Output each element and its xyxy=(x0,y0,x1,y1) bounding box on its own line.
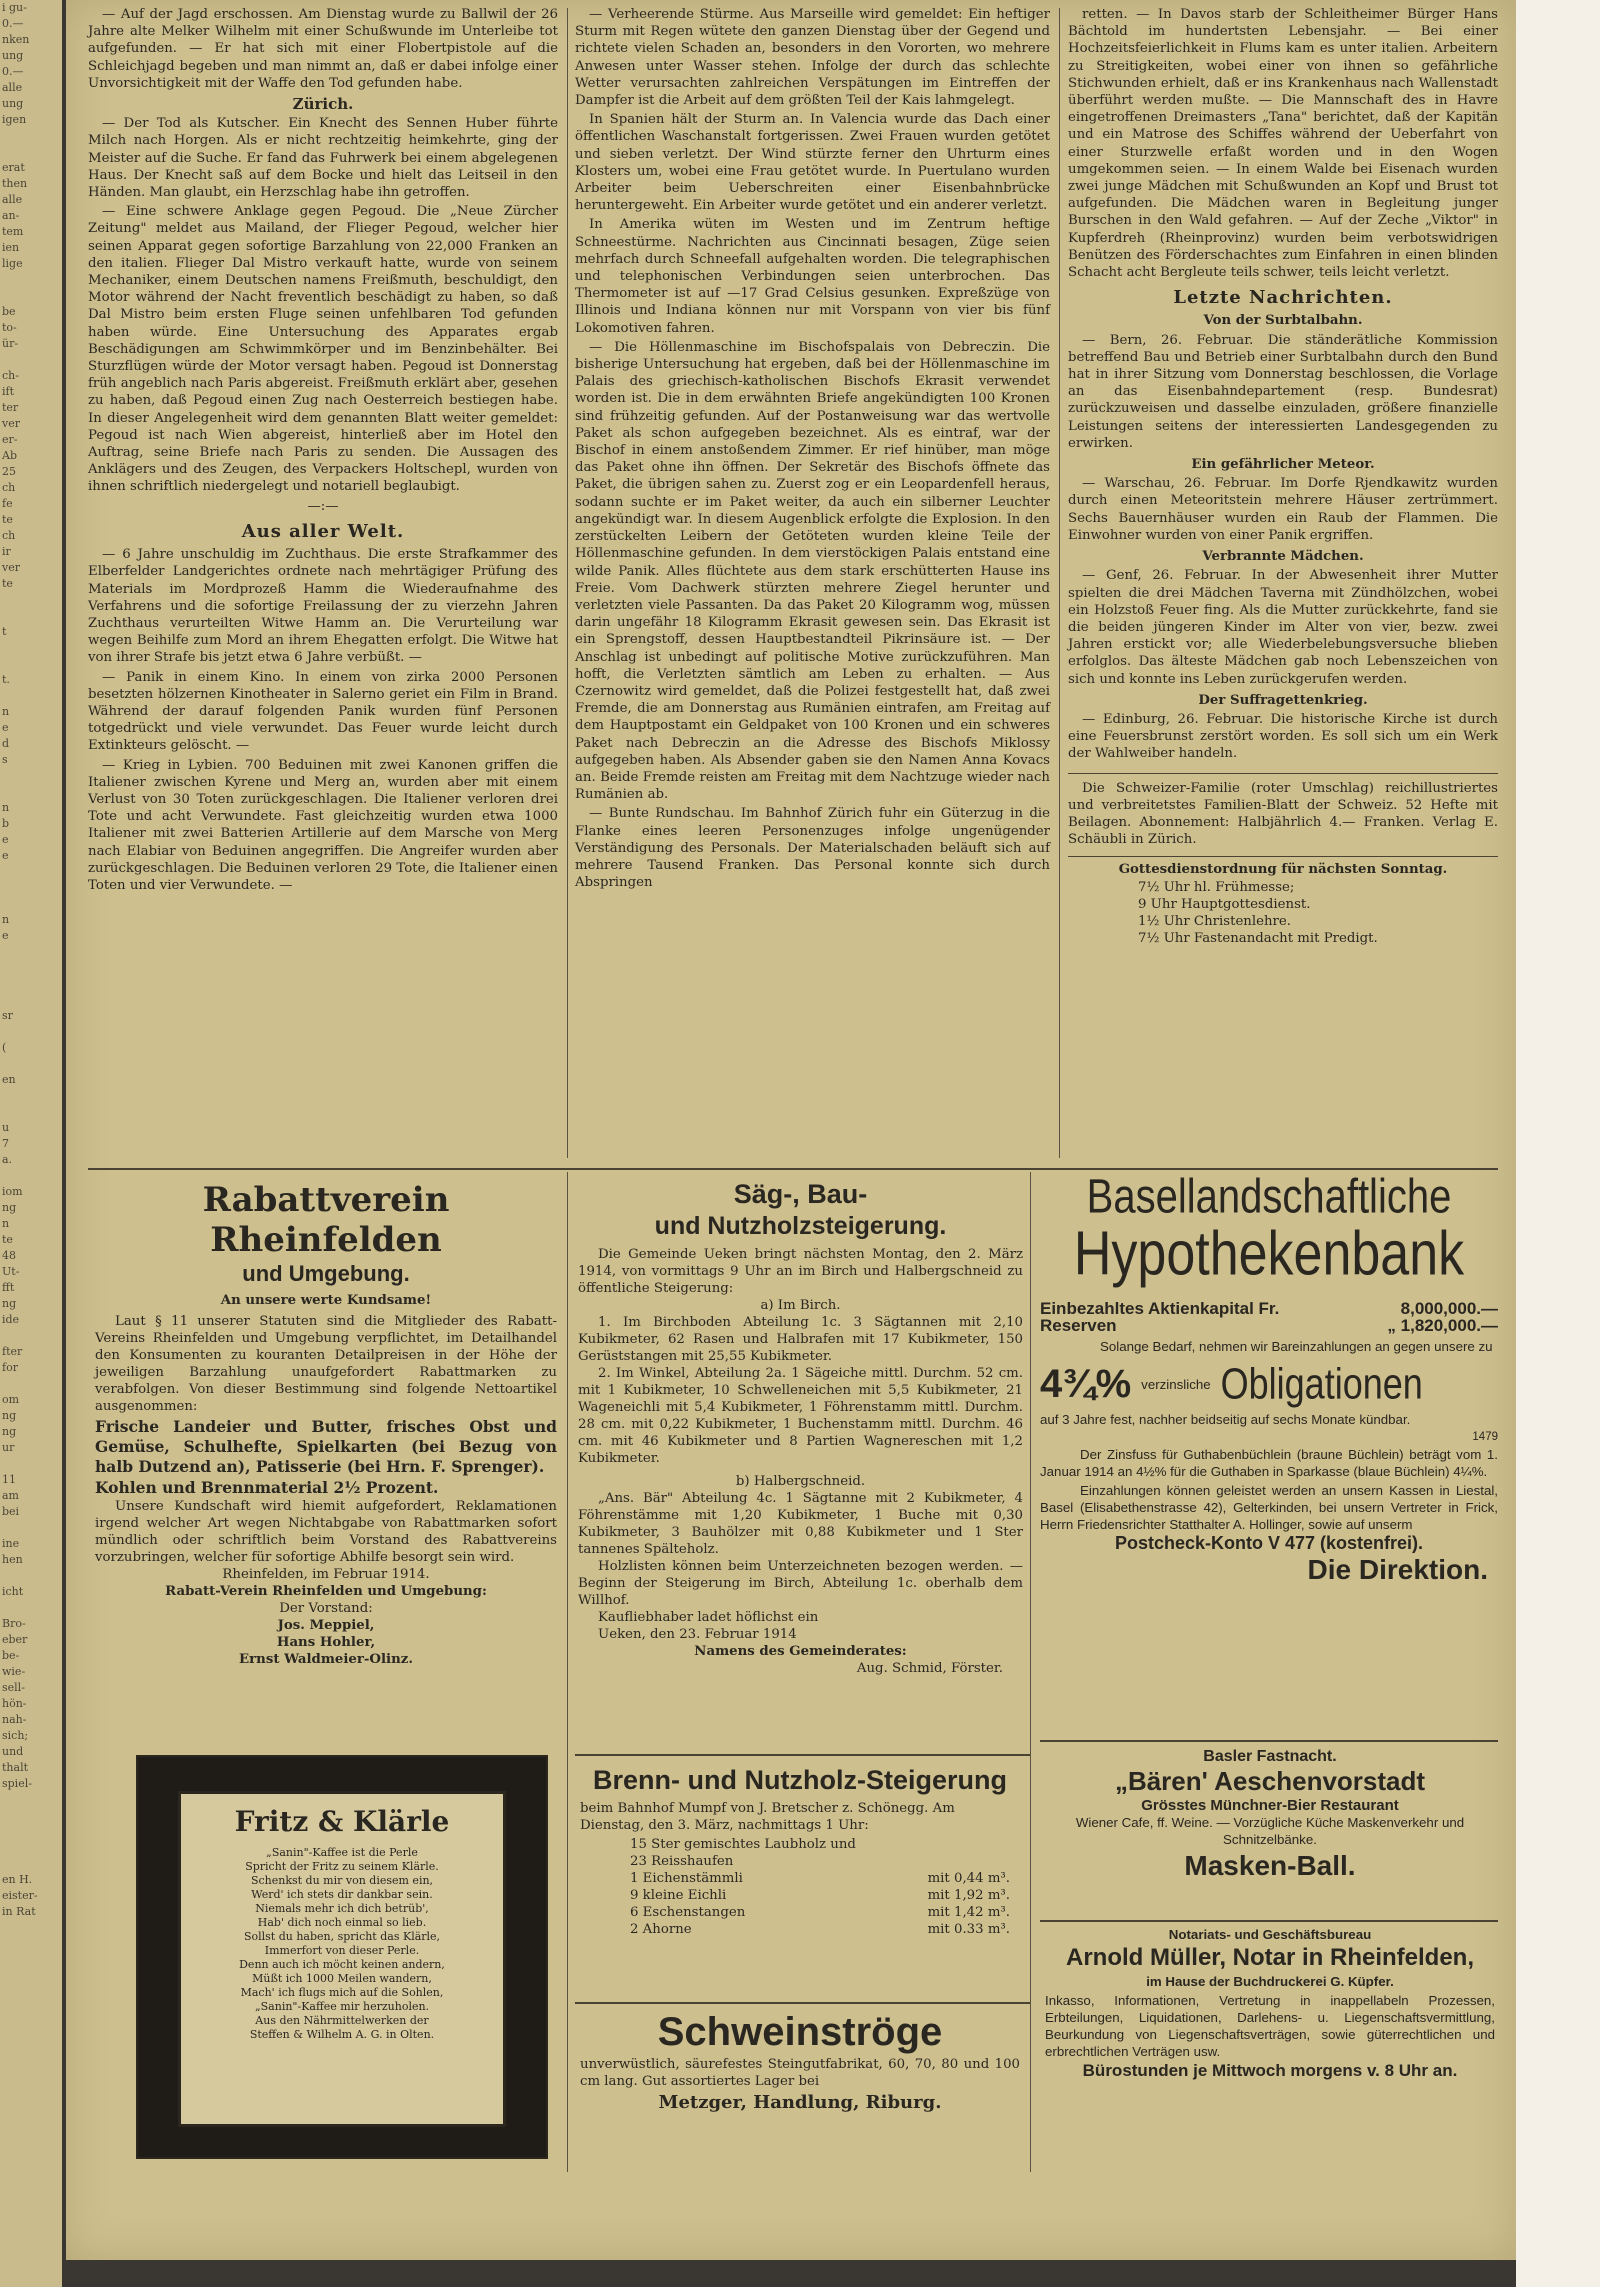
poem-line: Werd' ich stets dir dankbar sein. xyxy=(251,1888,433,1901)
article-amerika: In Amerika wüten im Westen und im Zentrum heftige Schneestürme. Nachrichten aus Cincinnati besagen, Züge seien mehrfach durch Schneefall aufgehalten worden. Die telegraphischen und telephonischen Verbindungen seien unterbrochen. Das Thermometer ist auf —17 Grad Celsius gesunken. Expreßzüge von Illinois und Indiana können nur mit Vorspann von vier bis fünf Lokomotiven fahren. xyxy=(575,217,1050,336)
rate: 4¾% xyxy=(1040,1362,1132,1406)
poem-line: Müßt ich 1000 Meilen wandern, xyxy=(252,1972,432,1985)
strip-fragment xyxy=(0,1056,62,1072)
gottesdienst-line: 1½ Uhr Christenlehre. xyxy=(1138,913,1292,929)
strip-fragment: then xyxy=(2,177,28,190)
ad-title: Rabattverein Rheinfelden xyxy=(202,1180,450,1260)
ad-divider xyxy=(575,1754,1030,1756)
strip-fragment xyxy=(0,1568,62,1584)
poem-line: „Sanin"-Kaffee ist die Perle xyxy=(266,1846,418,1859)
strip-fragment: s xyxy=(2,753,8,766)
strip-fragment: fft xyxy=(2,1281,15,1294)
strip-fragment: e xyxy=(2,929,9,942)
ad-title: Brenn- und Nutzholz-Steigerung xyxy=(593,1765,1007,1795)
strip-fragment: fter xyxy=(2,1345,23,1358)
ad-body: Laut § 11 unserer Statuten sind die Mitglieder des Rabatt-Vereins Rheinfelden und Umgebung verpflichtet, im Detailhandel den Konsumenten zu kouranten Detailpreisen in der Höhe der jeweiligen Barzahlung unaufgefordert Rabattmarken zu verabfolgen. Von dieser Bestimmung sind folgende Nettoartikel ausgenommen: xyxy=(95,1314,557,1414)
strip-fragment: 48 xyxy=(2,1249,16,1262)
ad-kohlen: Kohlen und Brennmaterial 2½ Prozent. xyxy=(95,1478,439,1497)
gottesdienst-line: 9 Uhr Hauptgottesdienst. xyxy=(1138,896,1311,912)
ad-rabattverein xyxy=(95,1180,557,1668)
strip-fragment: be xyxy=(2,305,16,318)
strip-fragment xyxy=(0,976,62,992)
strip-fragment: e xyxy=(2,833,9,846)
strip-fragment: 0.— xyxy=(2,17,24,30)
news-text: — Genf, 26. Februar. In der Abwesenheit ihrer Mutter spielten die drei Mädchen Taverna mit Zündhölzchen, wobei ein Holzstoß Feuer fing. Als die Mutter zurückkehrte, fand sie die beiden jüngeren Kinder im Alter von vier, bezw. zwei Jahren erstickt vor; alle Wiederbelebungsversuche blieben erfolglos. Das älteste Mädchen gab noch Lebenszeichen von sich und konnte ins Leben zurückgerufen werden. xyxy=(1068,568,1498,687)
strip-fragment: e xyxy=(2,721,9,734)
ad-brennholz xyxy=(580,1762,1020,1938)
ad-greeting: An unsere werte Kundsame! xyxy=(220,1293,432,1308)
poem-line: Niemals mehr ich dich betrüb', xyxy=(255,1902,429,1915)
strip-fragment: to- xyxy=(2,321,17,334)
strip-fragment: for xyxy=(2,1361,18,1374)
ad-name: Hans Hohler, xyxy=(276,1635,376,1650)
strip-fragment: ( xyxy=(2,1041,7,1054)
strip-fragment: 0.— xyxy=(2,65,24,78)
strip-fragment xyxy=(0,864,62,880)
strip-fragment: wie- xyxy=(2,1665,26,1678)
strip-fragment: i gu- xyxy=(2,1,27,14)
ad-divider xyxy=(1040,1740,1498,1742)
ad-vorstand: Der Vorstand: xyxy=(279,1601,373,1616)
ad-item: 1. Im Birchboden Abteilung 1c. 3 Sägtannen mit 2,10 Kubikmeter, 62 Rasen und Halbrafen mit 17 Kubikmeter, 150 Gerüststangen mit 25,55 Kubikmeter. xyxy=(578,1315,1023,1364)
ad-title: Fritz & Klärle xyxy=(234,1805,450,1838)
strip-fragment: ung xyxy=(2,49,24,62)
lot-row: 6 Eschenstangen mit 1,42 m³. xyxy=(630,1905,1010,1920)
article-hoellenmaschine: — Die Höllenmaschine im Bischofspalais von Debreczin. Die bisherige Untersuchung hat ergeben, daß bei der Höllenmaschine im Palais des griechisch-katholischen Bischofs Ekrasit verwendet worden ist. Die in dem erwähnten Briefe angekündigten 100 Kronen sind frühzeitig gefunden. Auf der Postanweisung war das wertvolle Paket als schon aufgegeben bezeichnet. Als es eintraf, war der Bischof in einem anstoßendem Zimmer. Er rief hinüber, man möge das Paket ohne ihn öffnen. Der Sekretär des Bischofs öffnete das Paket, die übrigen sahen zu. Zuerst zog er ein Leopardenfell heraus, sodann suchte er im Paket weiter, da auch ein silberner Leuchter angekündigt war. In diesem Augenblick erfolgte die Explosion. In den zerstückelten Leibern der Getöteten wurden kleine Teile der Höllenmaschine gefunden. In dem vierstöckigen Palais entstand eine wilde Panik. Alles flüchtete aus dem stark erschütterten Hause ins Freie. Vom Dachwerk stürzten mehrere Ziegel herunter und verletzten viele Passanten. Da das Paket 20 Kilogramm wog, müssen darin ungefähr 18 Kilogramm Ekrasit gewesen sein. Das Ekrasit ist ein Sprengstoff, dessen Hauptbestandteil Pikrinsäure ist. — Der Anschlag ist unbedingt auf politische Motive zurückzuführen. Man hofft, die Verletzten sämtlich am Leben zu erhalten. — Aus Czernowitz wird gemeldet, daß die Polizei festgestellt hat, daß zwei Fremde, die am Donnerstag aus Rumänien eintrafen, am Freitag auf dem Hauptpostamt ein Geldpaket von 100 Kronen und ein schweres Paket nach Debreczin an die Adresse des Bischofs Miklossy aufgegeben haben. Als Absender gaben sie den Namen Anna Kovacs an. Beide Fremde reisten am Freitag mit dem Nachtzuge wieder nach Rumänien ab. xyxy=(575,339,1050,803)
article-rundschau: — Bunte Rundschau. Im Bahnhof Zürich fuhr ein Güterzug in die Flanke eines leeren Personenzuges infolge ungenügender Verständigung des Personals. Der Materialschaden beläuft sich auf mehrere Tausend Franken. Das Personal konnte sich durch Abspringen xyxy=(575,806,1050,891)
lot-row: 9 kleine Eichli mit 1,92 m³. xyxy=(630,1888,1010,1903)
strip-fragment: om xyxy=(2,1393,20,1406)
ad-item: Holzlisten können beim Unterzeichneten bezogen werden. — Beginn der Steigerung im Birch, Abteilung 1c. oberhalb dem Willhof. xyxy=(578,1559,1023,1608)
news-sub: Ein gefährlicher Meteor. xyxy=(1191,457,1375,473)
strip-fragment: ng xyxy=(2,1201,17,1214)
lot-row: 23 Reisshaufen xyxy=(630,1854,734,1869)
ad-body: unverwüstlich, säurefestes Steingutfabrikat, 60, 70, 80 und 100 cm lang. Gut assortiertes Lager bei xyxy=(580,2057,1020,2089)
separator: —:— xyxy=(307,498,339,514)
strip-fragment xyxy=(0,1840,62,1856)
column-rule xyxy=(567,1172,568,2172)
strip-fragment: 25 xyxy=(2,465,16,478)
ad-head: Notariats- und Geschäftsbureau xyxy=(1168,1927,1372,1942)
section-welt: Aus aller Welt. xyxy=(241,520,405,542)
strip-fragment: thalt xyxy=(2,1761,29,1774)
ad-sign-head: Namens des Gemeinderates: xyxy=(694,1644,907,1659)
ad-org: Rabatt-Verein Rheinfelden und Umgebung: xyxy=(165,1584,487,1599)
obligationen: Obligationen xyxy=(1220,1358,1423,1408)
poem-line: Denn auch ich möcht keinen andern, xyxy=(239,1958,445,1971)
ad-item: „Ans. Bär" Abteilung 4c. 1 Sägtanne mit 2 Kubikmeter, 4 Föhrenstämme mit 1,20 Kubikmeter, 1 Buche mit 0,30 Kubikmeter, 3 Bauhölzer mit 0,88 Kubikmeter und 1 Ster tannenes Spälteholz. xyxy=(578,1491,1023,1557)
strip-fragment xyxy=(0,960,62,976)
strip-fragment: ur xyxy=(2,1441,15,1454)
strip-fragment: n xyxy=(2,705,10,718)
ad-line: Der Zinsfuss für Guthabenbüchlein (braune Büchlein) beträgt vom 1. Januar 1914 an 4½% für die Guthaben in Sparkasse (blaue Büchlein) 4¼%. xyxy=(1040,1447,1498,1479)
section-letzte-nachrichten: Letzte Nachrichten. xyxy=(1173,287,1393,309)
strip-fragment: ür- xyxy=(2,337,19,350)
strip-fragment: alle xyxy=(2,193,23,206)
ad-sign: Die Direktion. xyxy=(1307,1554,1488,1585)
rate-row xyxy=(1040,1359,1498,1409)
strip-fragment xyxy=(0,640,62,656)
strip-fragment: ift xyxy=(2,385,15,398)
strip-fragment: sich; xyxy=(2,1729,29,1742)
strip-fragment: bei xyxy=(2,1505,20,1518)
strip-fragment: u xyxy=(2,1121,10,1134)
strip-fragment xyxy=(0,944,62,960)
column-rule xyxy=(1030,1172,1031,2172)
strip-fragment: alle xyxy=(2,81,23,94)
ad-intro: beim Bahnhof Mumpf von J. Bretscher z. Schönegg. Am Dienstag, den 3. März, nachmittags 1 Uhr: xyxy=(580,1801,955,1833)
strip-fragment: ung xyxy=(2,97,24,110)
ad-subhead: b) Halbergschneid. xyxy=(735,1474,866,1489)
adjacent-page-strip xyxy=(0,0,62,2287)
ad-items: Frische Landeier und Butter, frisches Obst und Gemüse, Schulhefte, Spielkarten (bei Bezug von halb Dutzend an), Patisserie (bei Hrn. F. Sprenger). xyxy=(95,1417,557,1476)
strip-fragment: nah- xyxy=(2,1713,27,1726)
article-kino: — Panik in einem Kino. In einem von zirka 2000 Personen besetzten hölzernen Kinotheater in Salerno geriet ein Film in Brand. Während der darauf folgenden Panik wurden fünf Personen totgedrückt und viele verwundet. Das Feuer wurde leicht durch Extinkteurs gelöscht. — xyxy=(88,669,558,754)
strip-fragment: e xyxy=(2,849,9,862)
strip-fragment: ver xyxy=(2,561,20,574)
strip-fragment: igen xyxy=(2,113,27,126)
ad-schweinstroege xyxy=(580,2008,1020,2111)
strip-fragment: ng xyxy=(2,1297,17,1310)
ad-date: Rheinfelden, im Februar 1914. xyxy=(222,1567,430,1582)
poem-line: Mach' ich flugs mich auf die Sohlen, xyxy=(240,1986,444,1999)
strip-fragment xyxy=(0,608,62,624)
ad-divider xyxy=(1040,1920,1498,1922)
strip-fragment: ir xyxy=(2,545,11,558)
strip-fragment xyxy=(0,592,62,608)
news-text: — Warschau, 26. Februar. Im Dorfe Rjendkawitz wurden durch einen Meteoritstein mehrere Häuser zertrümmert. Sechs Bauernhäuser wurden ein Raub der Flammen. Die Einwohner wurden von einer Panik ergriffen. xyxy=(1068,476,1498,543)
strip-fragment: icht xyxy=(2,1585,24,1598)
ad-baeren xyxy=(1045,1748,1495,1884)
strip-fragment: spiel- xyxy=(2,1777,32,1790)
strip-fragment xyxy=(0,1328,62,1344)
ad-sign: Aug. Schmid, Förster. xyxy=(856,1661,1003,1676)
strip-fragment: ien xyxy=(2,241,20,254)
strip-fragment: tem xyxy=(2,225,24,238)
article-zuchthaus: — 6 Jahre unschuldig im Zuchthaus. Die erste Strafkammer des Elberfelder Landgerichtes ordnete nach mehrtägiger Prüfung des Materials im Mordprozeß Hamm die Wiederaufnahme des Verfahrens und die sofortige Freilassung der zu vierzehn Jahren Zuchthaus verurteilten Witwe Hamm an. Die Verurteilung war wegen Beihilfe zum Mord an ihrem Ehegatten erfolgt. Die Witwe hat von ihrer Strafe bis jetzt etwa 6 Jahre verbüßt. — xyxy=(88,547,558,666)
column-1 xyxy=(88,6,558,896)
strip-fragment xyxy=(0,144,62,160)
strip-fragment: nken xyxy=(2,33,30,46)
article-lybien: — Krieg in Lybien. 700 Beduinen mit zwei Kanonen griffen die Italiener zwischen Kyrene und Merg an, wurden aber mit einem Verlust von 30 Toten zurückgeschlagen. Die Italiener verloren drei Tote und acht Verwundete. Fast gleichzeitig wurden etwa 1000 Italiener mit zwei Batterien Artillerie auf dem Marsche von Merg nach Elabiar von Beduinen angegriffen. Die Angreifer wurden aber zurückgeschlagen. Die Beduinen verloren 29 Tote, die Italiener einen Toten und vier Verwundete. — xyxy=(88,757,558,893)
ad-invite: Kaufliebhaber ladet höflichst ein xyxy=(598,1610,819,1625)
strip-fragment: ine xyxy=(2,1537,20,1550)
strip-fragment xyxy=(0,1376,62,1392)
strip-fragment: fe xyxy=(2,497,13,510)
strip-fragment xyxy=(0,352,62,368)
ad-date: Ueken, den 23. Februar 1914 xyxy=(598,1627,797,1642)
strip-fragment: und xyxy=(2,1745,24,1758)
news-sub: Der Suffragettenkrieg. xyxy=(1198,692,1368,708)
strip-fragment xyxy=(0,1520,62,1536)
strip-fragment: t xyxy=(2,625,7,638)
strip-fragment: Ab xyxy=(2,449,17,462)
strip-fragment: be- xyxy=(2,1649,20,1662)
ad-mueller xyxy=(1045,1926,1495,2079)
strip-fragment: am xyxy=(2,1489,19,1502)
poem-line: Immerfort von dieser Perle. xyxy=(264,1944,420,1957)
ad-name: Jos. Meppiel, xyxy=(277,1618,375,1633)
strip-fragment xyxy=(0,992,62,1008)
ad-title: Säg-, Bau- xyxy=(733,1179,868,1209)
strip-fragment: lige xyxy=(2,257,23,270)
ad-title: Schweinströge xyxy=(657,2010,943,2054)
ad-intro: Die Gemeinde Ueken bringt nächsten Montag, den 2. März 1914, von vormittags 9 Uhr an im Birch und Halbergschneid zu öffentliche Steigerung: xyxy=(578,1247,1023,1296)
ad-saeg-bau xyxy=(578,1178,1023,1677)
strip-fragment: en xyxy=(2,1073,16,1086)
ad-title: Hypothekenbank xyxy=(1073,1219,1465,1289)
strip-fragment: eber xyxy=(2,1633,28,1646)
poem-line: Schenkst du mir von diesem ein, xyxy=(250,1874,434,1887)
ad-item: 2. Im Winkel, Abteilung 2a. 1 Sägeiche mittl. Durchm. 52 cm. mit 1 Kubikmeter, 10 Schwelleneichen mit 5,5 Kubikmeter, 21 Wageneichli mit 5,4 Kubikmeter, 1 Föhrenstamm mittl. Durchm. 28 cm. mit 0,22 Kubikmeter, 1 Buchenstamm mittl. Durchm. 46 cm. mit 46 Kubikmeter und 8 Partien Wagnereschen mit 1,2 Kubikmeter. xyxy=(578,1366,1023,1466)
strip-fragment xyxy=(0,1104,62,1120)
lot-row: 15 Ster gemischtes Laubholz und xyxy=(630,1837,856,1852)
poem-line: Hab' dich noch einmal so lieb. xyxy=(257,1916,427,1929)
strip-fragment xyxy=(0,1456,62,1472)
strip-fragment: n xyxy=(2,801,10,814)
strip-fragment xyxy=(0,1808,62,1824)
article-stuerme: — Verheerende Stürme. Aus Marseille wird gemeldet: Ein heftiger Sturm mit Regen wütete den ganzen Dienstag über der Gegend und richtete vielen Schaden an, besonders in den Vororten, wo mehrere Anwesen unter Wasser stehen. Infolge der durch das schlechte Wetter verursachten zahlreichen Verspätungen im Eintreffen der Dampfer ist die Arbeit auf dem größten Teil der Kais lahmgelegt. xyxy=(575,7,1050,109)
strip-fragment: te xyxy=(2,577,13,590)
ad-fritz-klaerle xyxy=(136,1755,548,2159)
strip-fragment xyxy=(0,896,62,912)
ad-ball: Masken-Ball. xyxy=(1184,1850,1356,1881)
ad-sign: Metzger, Handlung, Riburg. xyxy=(658,2092,942,2113)
strip-fragment xyxy=(0,656,62,672)
ad-head: Basler Fastnacht. xyxy=(1203,1748,1337,1765)
strip-fragment: n xyxy=(2,1217,10,1230)
ad-name: Ernst Waldmeier-Olinz. xyxy=(239,1652,413,1667)
article-jagd: — Auf der Jagd erschossen. Am Dienstag wurde zu Ballwil der 26 Jahre alte Melker Wilhelm mit einer Schußwunde im Unterleibe tot aufgefunden. — Er hat sich mit einer Flobertpistole auf die Schleichjagd begeben und man nimmt an, daß er dabei infolge einer Unvorsichtigkeit mit der Waffe den Tod gefunden habe. xyxy=(88,7,558,91)
strip-fragment: en H. xyxy=(2,1873,33,1886)
strip-fragment: sr xyxy=(2,1009,13,1022)
strip-fragment: Ut- xyxy=(2,1265,20,1278)
ad-body: Inkasso, Informationen, Vertretung in inappellabeln Prozessen, Erbteilungen, Liquidationen, Darlehens- u. Liegenschaftsvermittlung, Beurkundung von Liegenschaftsverträgen, sowie güterrechtlichen und erbrechtlichen Verträgen usw. xyxy=(1045,1993,1495,2059)
schweizer-familie-ad: Die Schweizer-Familie (roter Umschlag) reichillustriertes und verbreitetstes Familien-Blatt der Schweiz. 52 Hefte mit Beilagen. Abonnement: Halbjährlich 4.— Franken. Verlag E. Schäubli in Zürich. xyxy=(1068,780,1498,848)
column-rule xyxy=(567,8,568,1158)
poem-line: Sollst du haben, spricht das Klärle, xyxy=(243,1930,441,1943)
article-pegoud: — Eine schwere Anklage gegen Pegoud. Die „Neue Zürcher Zeitung" meldet aus Mailand, der Flieger Pegoud, welcher hier seinen Apparat gegen sofortige Barzahlung von 22,000 Franken an den italien. Flieger Dal Mistro verkauft hatte, wurde von seinem Mechaniker, einem Deutschen namens Freißmuth, beschuldigt, den Motor während der Nacht freventlich beschädigt zu haben, so daß Dal Mistro beim ersten Fluge seinen unfehlbaren Tod gefunden haben würde. Eine Untersuchung des Apparates ergab Beschädigungen am Schwimmkörper und im Benzinbehälter. Bei Sturzflügen würde der Motor versagt haben. Pegoud ist Donnerstag früh angeblich nach Paris abgereist. Freißmuth erklärt aber, gesehen zu haben, daß Pegoud einen Zug nach Oesterreich bestiegen habe. In dieser Angelegenheit wird dem genannten Blatt weiter gemeldet: Pegoud ist nach Wien abgereist, hinterließ aber im Hotel den Auftrag, seine Briefe nach Paris zu senden. Die Aussagen des Anklägers und des Zeugen, des Verpackers Holtschepl, wurden von ihnen schriftlich niedergelegt und notariell beglaubigt. xyxy=(88,204,558,495)
ad-line: auf 3 Jahre fest, nachher beidseitig auf sechs Monate kündbar. xyxy=(1040,1412,1411,1427)
kapital-row: Einbezahltes Aktienkapital Fr. 8,000,000.— xyxy=(1040,1299,1498,1318)
strip-fragment xyxy=(0,128,62,144)
strip-fragment: ter xyxy=(2,401,19,414)
strip-fragment: Bro- xyxy=(2,1617,26,1630)
strip-fragment: ch xyxy=(2,529,16,542)
poem-line: „Sanin"-Kaffee mir herzuholen. xyxy=(254,2000,430,2013)
strip-fragment xyxy=(0,288,62,304)
rate-text: verzinsliche xyxy=(1141,1376,1211,1392)
strip-fragment: ng xyxy=(2,1425,17,1438)
strip-fragment: er- xyxy=(2,433,18,446)
strip-fragment: t. xyxy=(2,673,10,686)
ad-body2: Unsere Kundschaft wird hiemit aufgefordert, Reklamationen irgend welcher Art wegen Nichtabgabe von Rabattmarken sofort mündlich oder schriftlich beim Vorstand des Rabattvereins vorzubringen, welcher für sofortige Abhilfe besorgt sein wird. xyxy=(95,1499,557,1565)
reserven-row: Reserven „ 1,820,000.— xyxy=(1040,1316,1498,1335)
strip-fragment xyxy=(0,1792,62,1808)
strip-fragment xyxy=(0,1600,62,1616)
strip-fragment xyxy=(0,880,62,896)
news-text: — Bern, 26. Februar. Die ständerätliche Kommission betreffend Bau und Betrieb einer Surbtalbahn durch den Bund hat in ihrer Sitzung vom Donnerstag beschlossen, die Vorlage an das Eisenbahndepartement (resp. Bundesrat) zurückzuweisen und dasselbe einzuladen, größere finanzielle Leistungen seitens der interessierten Landesgegenden zu erwirken. xyxy=(1068,332,1498,451)
gottesdienst-title: Gottesdienstordnung für nächsten Sonntag. xyxy=(1118,862,1448,878)
strip-fragment: eister- xyxy=(2,1889,38,1902)
poem-line: Aus den Nährmittelwerken der xyxy=(255,2014,429,2027)
strip-fragment: an- xyxy=(2,209,20,222)
ad-sub: Grösstes Münchner-Bier Restaurant xyxy=(1141,1797,1399,1814)
ad-subtitle: und Umgebung. xyxy=(242,1261,410,1286)
gottesdienst-line: 7½ Uhr Fastenandacht mit Predigt. xyxy=(1138,931,1378,947)
strip-fragment xyxy=(0,1024,62,1040)
strip-fragment: ch- xyxy=(2,369,19,382)
ad-number: 1479 xyxy=(1472,1431,1498,1443)
ad-line: Wiener Cafe, ff. Weine. — Vorzügliche Küche Maskenverkehr und Schnitzelbänke. xyxy=(1075,1815,1465,1847)
news-text: — Edinburg, 26. Februar. Die historische Kirche ist durch eine Feuersbrunst zerstört worden. Es soll sich um ein Werk der Wahlweiber handeln. xyxy=(1068,711,1498,762)
strip-fragment xyxy=(0,1856,62,1872)
article-spanien: In Spanien hält der Sturm an. In Valencia wurde das Dach einer öffentlichen Waschanstalt fortgerissen. Zwei Frauen wurden getötet und sieben verletzt. Der Wind stürzte ferner den Uhrturm eines Klosters um, wobei eine Frau getötet wurde. In Puertulano wurden Arbeiter beim Ueberschreiten einer Eisenbahnbrücke heruntergeweht. Ein Arbeiter wurde getötet und ein anderer verletzt. xyxy=(575,112,1050,214)
gottesdienst-line: 7½ Uhr hl. Frühmesse; xyxy=(1138,879,1295,895)
postcheck: Postcheck-Konto V 477 (kostenfrei). xyxy=(1114,1533,1424,1553)
poem-line: Spricht der Fritz zu seinem Klärle. xyxy=(245,1860,439,1873)
ad-title: „Bären' Aeschenvorstadt xyxy=(1114,1766,1426,1796)
article-kutscher: — Der Tod als Kutscher. Ein Knecht des Sennen Huber führte Milch nach Horgen. Als er nicht rechtzeitig heimkehrte, ging der Meister auf die Suche. Er fand das Fuhrwerk bei einem abgelegenen Haus. Der Knecht saß auf dem Bocke und hielt das Leitseil in den Händen. Man glaubt, ein Herzschlag habe ihn getroffen. xyxy=(88,116,558,201)
ad-hours: Bürostunden je Mittwoch morgens v. 8 Uhr an. xyxy=(1082,2061,1458,2080)
news-sub: Von der Surbtalbahn. xyxy=(1203,313,1363,329)
strip-fragment: ch xyxy=(2,481,16,494)
strip-fragment xyxy=(0,1168,62,1184)
ad-hypothekenbank xyxy=(1040,1172,1498,1588)
ad-line: Einzahlungen können geleistet werden an unsern Kassen in Liestal, Basel (Elisabethenstrasse 42), Gelterkinden, bei unsern Vertreter in Frick, Herrn Friedensrichter Statthalter A. Hollinger, sowie auf unserm xyxy=(1040,1483,1498,1532)
strip-fragment xyxy=(0,1824,62,1840)
strip-fragment xyxy=(0,272,62,288)
ad-title: und Nutzholzsteigerung. xyxy=(654,1212,947,1240)
ad-line: Solange Bedarf, nehmen wir Bareinzahlungen an gegen unsere zu xyxy=(1100,1339,1493,1354)
ad-subhead: a) Im Birch. xyxy=(760,1298,841,1313)
lot-row: 2 Ahorne mit 0.33 m³. xyxy=(630,1922,1010,1937)
column-rule xyxy=(1059,8,1060,1158)
ad-sub: im Hause der Buchdruckerei G. Küpfer. xyxy=(1146,1974,1394,1989)
news-sub: Verbrannte Mädchen. xyxy=(1202,549,1364,565)
strip-fragment xyxy=(0,1088,62,1104)
strip-fragment: in Rat xyxy=(2,1905,36,1918)
column-3 xyxy=(1068,6,1498,947)
ad-divider xyxy=(575,2002,1030,2004)
lot-row: 1 Eichenstämmli mit 0,44 m³. xyxy=(630,1871,1010,1886)
poem-line: Steffen & Wilhelm A. G. in Olten. xyxy=(249,2028,435,2041)
strip-fragment: n xyxy=(2,913,10,926)
strip-fragment xyxy=(0,768,62,784)
ad-title: Basellandschaftliche xyxy=(1086,1170,1452,1224)
strip-fragment: 7 xyxy=(2,1137,9,1150)
strip-fragment: a. xyxy=(2,1153,13,1166)
background-edge xyxy=(1516,0,1600,2287)
strip-fragment: erat xyxy=(2,161,25,174)
article-davos: retten. — In Davos starb der Schleitheimer Bürger Hans Bächtold im hundertsten Lebensjahr. — Bei einer Hochzeitsfeierlichkeit in Flums kam es unter italien. Arbeitern zu Streitigkeiten, wobei einer von ihnen so gefährliche Stichwunden erhielt, daß er ins Krankenhaus nach Wallenstadt überführt werden mußte. — Die Mannschaft des in Havre eingetroffenen Dreimasters „Tana" berichtet, daß der Kapitän und ein Matrose des Schiffes während der Ueberfahrt von einer Sturzwelle erfaßt worden und in den Wogen umgekommen seien. — In einem Walde bei Eisenach wurden zwei junge Mädchen mit Schußwunden an Kopf und Brust tot aufgefunden. Die Mädchen waren in Begleitung junger Burschen in den Wald gefahren. — Auf der Zeche „Viktor" in Kupferdreh (Rheinprovinz) wurden beim verbotswidrigen Benützen des Förderschachtes zum Einfahren in einen blinden Schacht acht Bergleute teils schwer, teils leicht verletzt. xyxy=(1068,7,1498,281)
strip-fragment: sell- xyxy=(2,1681,25,1694)
strip-fragment: b xyxy=(2,817,10,830)
strip-fragment xyxy=(0,688,62,704)
strip-fragment: ver xyxy=(2,417,20,430)
strip-fragment: d xyxy=(2,737,10,750)
strip-fragment: ide xyxy=(2,1313,20,1326)
strip-fragment: te xyxy=(2,513,13,526)
strip-fragment: te xyxy=(2,1233,13,1246)
strip-fragment: 11 xyxy=(2,1473,16,1486)
strip-fragment: iom xyxy=(2,1185,23,1198)
strip-fragment: ng xyxy=(2,1409,17,1422)
strip-fragment xyxy=(0,784,62,800)
ad-title: Arnold Müller, Notar in Rheinfelden, xyxy=(1065,1944,1475,1971)
strip-fragment: hen xyxy=(2,1553,23,1566)
section-zurich: Zürich. xyxy=(292,95,354,114)
strip-fragment: hön- xyxy=(2,1697,27,1710)
column-2 xyxy=(575,6,1050,893)
